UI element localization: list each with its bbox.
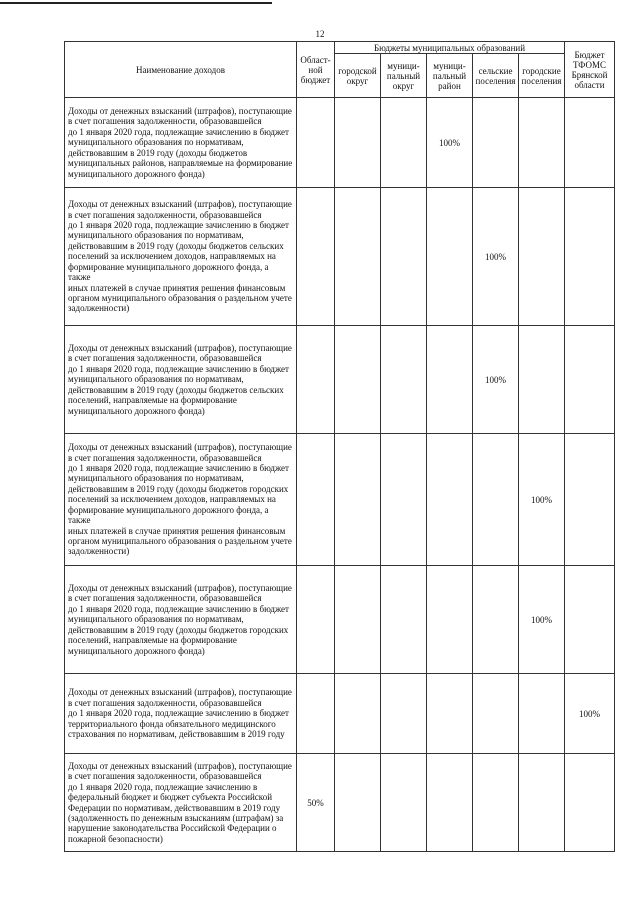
rural-settlements-cell [473,674,519,754]
header-rural-settlements: сельские поселения [473,54,519,98]
revenue-table [64,41,615,852]
urban-settlements-cell [519,326,565,434]
regional-budget-cell [297,188,335,326]
income-name-cell: Доходы от денежных взысканий (штрафов), поступающие в счет погашения задолженности, образовавшейся до 1 января 2020 года, подлежащие зачислению в бюджет муниципального образования по нормативам, действовавшим в 2019 году (доходы бюджетов сельских поселений, направляемые на формирование муниципального дорожного фонда) [65,326,297,434]
rural-settlements-cell [473,98,519,188]
tfoms-cell [565,434,615,566]
regional-budget-cell [297,98,335,188]
municipal-district-cell [381,674,427,754]
tfoms-cell [565,754,615,852]
municipal-district-cell [381,434,427,566]
municipal-area-cell [427,754,473,852]
rural-settlements-cell [473,434,519,566]
tfoms-cell [565,566,615,674]
income-name-cell: Доходы от денежных взысканий (штрафов), поступающие в счет погашения задолженности, образовавшейся до 1 января 2020 года, подлежащие зачислению в бюджет муниципального образования по нормативам, действовавшим в 2019 году (доходы бюджетов сельских поселений за исключением доходов, направляемых на формирование муниципального дорожного фонда, а также иных платежей в случае принятия решения финансовым органом муниципального образования о раздельном учете задолженности) [65,188,297,326]
municipal-area-cell [427,434,473,566]
table-row [65,674,615,754]
city-district-cell [335,754,381,852]
municipal-area-cell [427,188,473,326]
tfoms-cell [565,326,615,434]
income-name-cell: Доходы от денежных взысканий (штрафов), поступающие в счет погашения задолженности, образовавшейся до 1 января 2020 года, подлежащие зачислению в бюджет муниципального образования по нормативам, действовавшим в 2019 году (доходы бюджетов муниципальных районов, направляемые на формирование муниципального дорожного фонда) [65,98,297,188]
header-income-name: Наименование доходов [65,42,297,98]
tfoms-cell [565,188,615,326]
urban-settlements-cell: 100% [519,434,565,566]
header-city-district: городской округ [335,54,381,98]
municipal-district-cell [381,566,427,674]
income-name-cell: Доходы от денежных взысканий (штрафов), поступающие в счет погашения задолженности, образовавшейся до 1 января 2020 года, подлежащие зачислению в бюджет муниципального образования по нормативам, действовавшим в 2019 году (доходы бюджетов городских поселений, направляемые на формирование муниципального дорожного фонда) [65,566,297,674]
table-row [65,326,615,434]
rural-settlements-cell: 100% [473,326,519,434]
city-district-cell [335,326,381,434]
urban-settlements-cell [519,188,565,326]
urban-settlements-cell [519,754,565,852]
table-row [65,566,615,674]
urban-settlements-cell: 100% [519,566,565,674]
regional-budget-cell [297,434,335,566]
municipal-area-cell: 100% [427,98,473,188]
tfoms-cell: 100% [565,674,615,754]
table-row [65,754,615,852]
header-urban-settlements: городские поселения [519,54,565,98]
header-municipal-district: муници- пальный округ [381,54,427,98]
header-regional-budget: Област- ной бюджет [297,42,335,98]
header-municipal-area: муници- пальный район [427,54,473,98]
top-rule [0,2,272,4]
city-district-cell [335,566,381,674]
municipal-district-cell [381,326,427,434]
regional-budget-cell: 50% [297,754,335,852]
table-row [65,98,615,188]
header-tfoms-budget: Бюджет ТФОМС Брянской области [565,42,615,98]
urban-settlements-cell [519,98,565,188]
header-municipal-budgets: Бюджеты муниципальных образований [335,42,565,54]
income-name-cell: Доходы от денежных взысканий (штрафов), поступающие в счет погашения задолженности, образовавшейся до 1 января 2020 года, подлежащие зачислению в федеральный бюджет и бюджет субъекта Российской Федерации по нормативам, действовавшим в 2019 году (задолженность по денежным взысканиям (штрафам) за нарушение законодательства Российской Федерации о пожарной безопасности) [65,754,297,852]
municipal-area-cell [427,566,473,674]
municipal-district-cell [381,98,427,188]
regional-budget-cell [297,326,335,434]
income-name-cell: Доходы от денежных взысканий (штрафов), поступающие в счет погашения задолженности, образовавшейся до 1 января 2020 года, подлежащие зачислению в бюджет территориального фонда обязательного медицинского страхования по нормативам, действовавшим в 2019 году [65,674,297,754]
city-district-cell [335,188,381,326]
city-district-cell [335,98,381,188]
table-row [65,188,615,326]
rural-settlements-cell: 100% [473,188,519,326]
page-number: 12 [315,29,325,39]
municipal-area-cell [427,326,473,434]
municipal-district-cell [381,188,427,326]
city-district-cell [335,434,381,566]
tfoms-cell [565,98,615,188]
municipal-area-cell [427,674,473,754]
regional-budget-cell [297,566,335,674]
urban-settlements-cell [519,674,565,754]
rural-settlements-cell [473,754,519,852]
city-district-cell [335,674,381,754]
regional-budget-cell [297,674,335,754]
rural-settlements-cell [473,566,519,674]
table-row [65,434,615,566]
municipal-district-cell [381,754,427,852]
income-name-cell: Доходы от денежных взысканий (штрафов), поступающие в счет погашения задолженности, образовавшейся до 1 января 2020 года, подлежащие зачислению в бюджет муниципального образования по нормативам, действовавшим в 2019 году (доходы бюджетов городских поселений за исключением доходов, направляемых на формирование муниципального дорожного фонда, а также иных платежей в случае принятия решения финансовым органом муниципального образования о раздельном учете задолженности) [65,434,297,566]
